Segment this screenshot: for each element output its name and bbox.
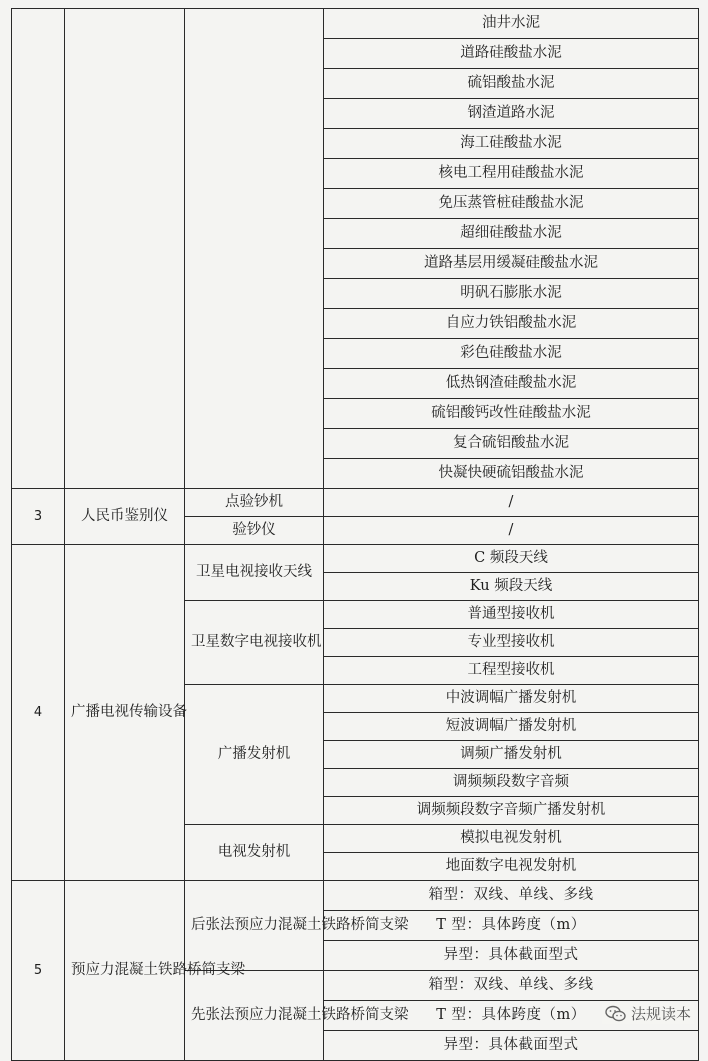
spec-cell: 调频频段数字音频 [324,769,699,797]
cell-name-blank [65,9,185,489]
spec-cell: 箱型：双线、单线、多线 [324,881,699,911]
sub-item: 验钞仪 [185,517,324,545]
spec-cell: 短波调幅广播发射机 [324,713,699,741]
watermark-text: 法规读本 [630,1005,691,1023]
table-row [12,545,699,573]
spec-cell: 调频广播发射机 [324,741,699,769]
spec-cell: / [324,489,699,517]
spec-cell: 道路硅酸盐水泥 [324,39,699,69]
sub-item: 后张法预应力混凝土铁路桥简支梁 [185,881,324,971]
spec-cell: 油井水泥 [324,9,699,39]
spec-cell: 核电工程用硅酸盐水泥 [324,159,699,189]
spec-cell: 模拟电视发射机 [324,825,699,853]
spec-cell: Ku 频段天线 [324,573,699,601]
spec-cell: 超细硅酸盐水泥 [324,219,699,249]
spec-cell: C 频段天线 [324,545,699,573]
spec-cell: 快凝快硬硫铝酸盐水泥 [324,459,699,489]
spec-cell: 硫铝酸钙改性硅酸盐水泥 [324,399,699,429]
spec-cell: / [324,517,699,545]
cell-number-blank [12,9,65,489]
sub-item: 电视发射机 [185,825,324,881]
item-number: 5 [12,881,65,1061]
sub-item: 卫星电视接收天线 [185,545,324,601]
spec-cell: 复合硫铝酸盐水泥 [324,429,699,459]
spec-cell: 箱型：双线、单线、多线 [324,971,699,1001]
spec-cell: 工程型接收机 [324,657,699,685]
spec-cell: 钢渣道路水泥 [324,99,699,129]
spec-cell: 道路基层用缓凝硅酸盐水泥 [324,249,699,279]
spec-cell: 地面数字电视发射机 [324,853,699,881]
sub-item: 广播发射机 [185,685,324,825]
table-row [12,489,699,517]
item-name: 广播电视传输设备 [65,545,185,881]
table-row [12,9,699,39]
spec-cell: 免压蒸管桩硅酸盐水泥 [324,189,699,219]
cell-sub-blank [185,9,324,489]
spec-cell: 明矾石膨胀水泥 [324,279,699,309]
spec-cell: 硫铝酸盐水泥 [324,69,699,99]
sub-item: 卫星数字电视接收机 [185,601,324,685]
sub-item: 先张法预应力混凝土铁路桥简支梁 [185,971,324,1061]
spec-cell: 海工硅酸盐水泥 [324,129,699,159]
product-table [11,8,699,1061]
item-number: 3 [12,489,65,545]
spec-cell: 专业型接收机 [324,629,699,657]
spec-cell: 普通型接收机 [324,601,699,629]
spec-cell: T 型：具体跨度（m） [324,911,699,941]
sub-item: 点验钞机 [185,489,324,517]
spec-cell: 异型：具体截面型式 [324,1031,699,1061]
item-name: 人民币鉴别仪 [65,489,185,545]
table-row [12,881,699,911]
spec-cell: 调频频段数字音频广播发射机 [324,797,699,825]
wechat-logo-icon [605,1005,627,1023]
watermark [602,1003,694,1024]
item-number: 4 [12,545,65,881]
item-name: 预应力混凝土铁路桥简支梁 [65,881,185,1061]
spec-cell: 异型：具体截面型式 [324,941,699,971]
spec-cell: 自应力铁铝酸盐水泥 [324,309,699,339]
spec-cell: 中波调幅广播发射机 [324,685,699,713]
spec-cell: 低热钢渣硅酸盐水泥 [324,369,699,399]
spec-cell: 彩色硅酸盐水泥 [324,339,699,369]
spec-cell: T 型：具体跨度（m） [324,1001,699,1031]
